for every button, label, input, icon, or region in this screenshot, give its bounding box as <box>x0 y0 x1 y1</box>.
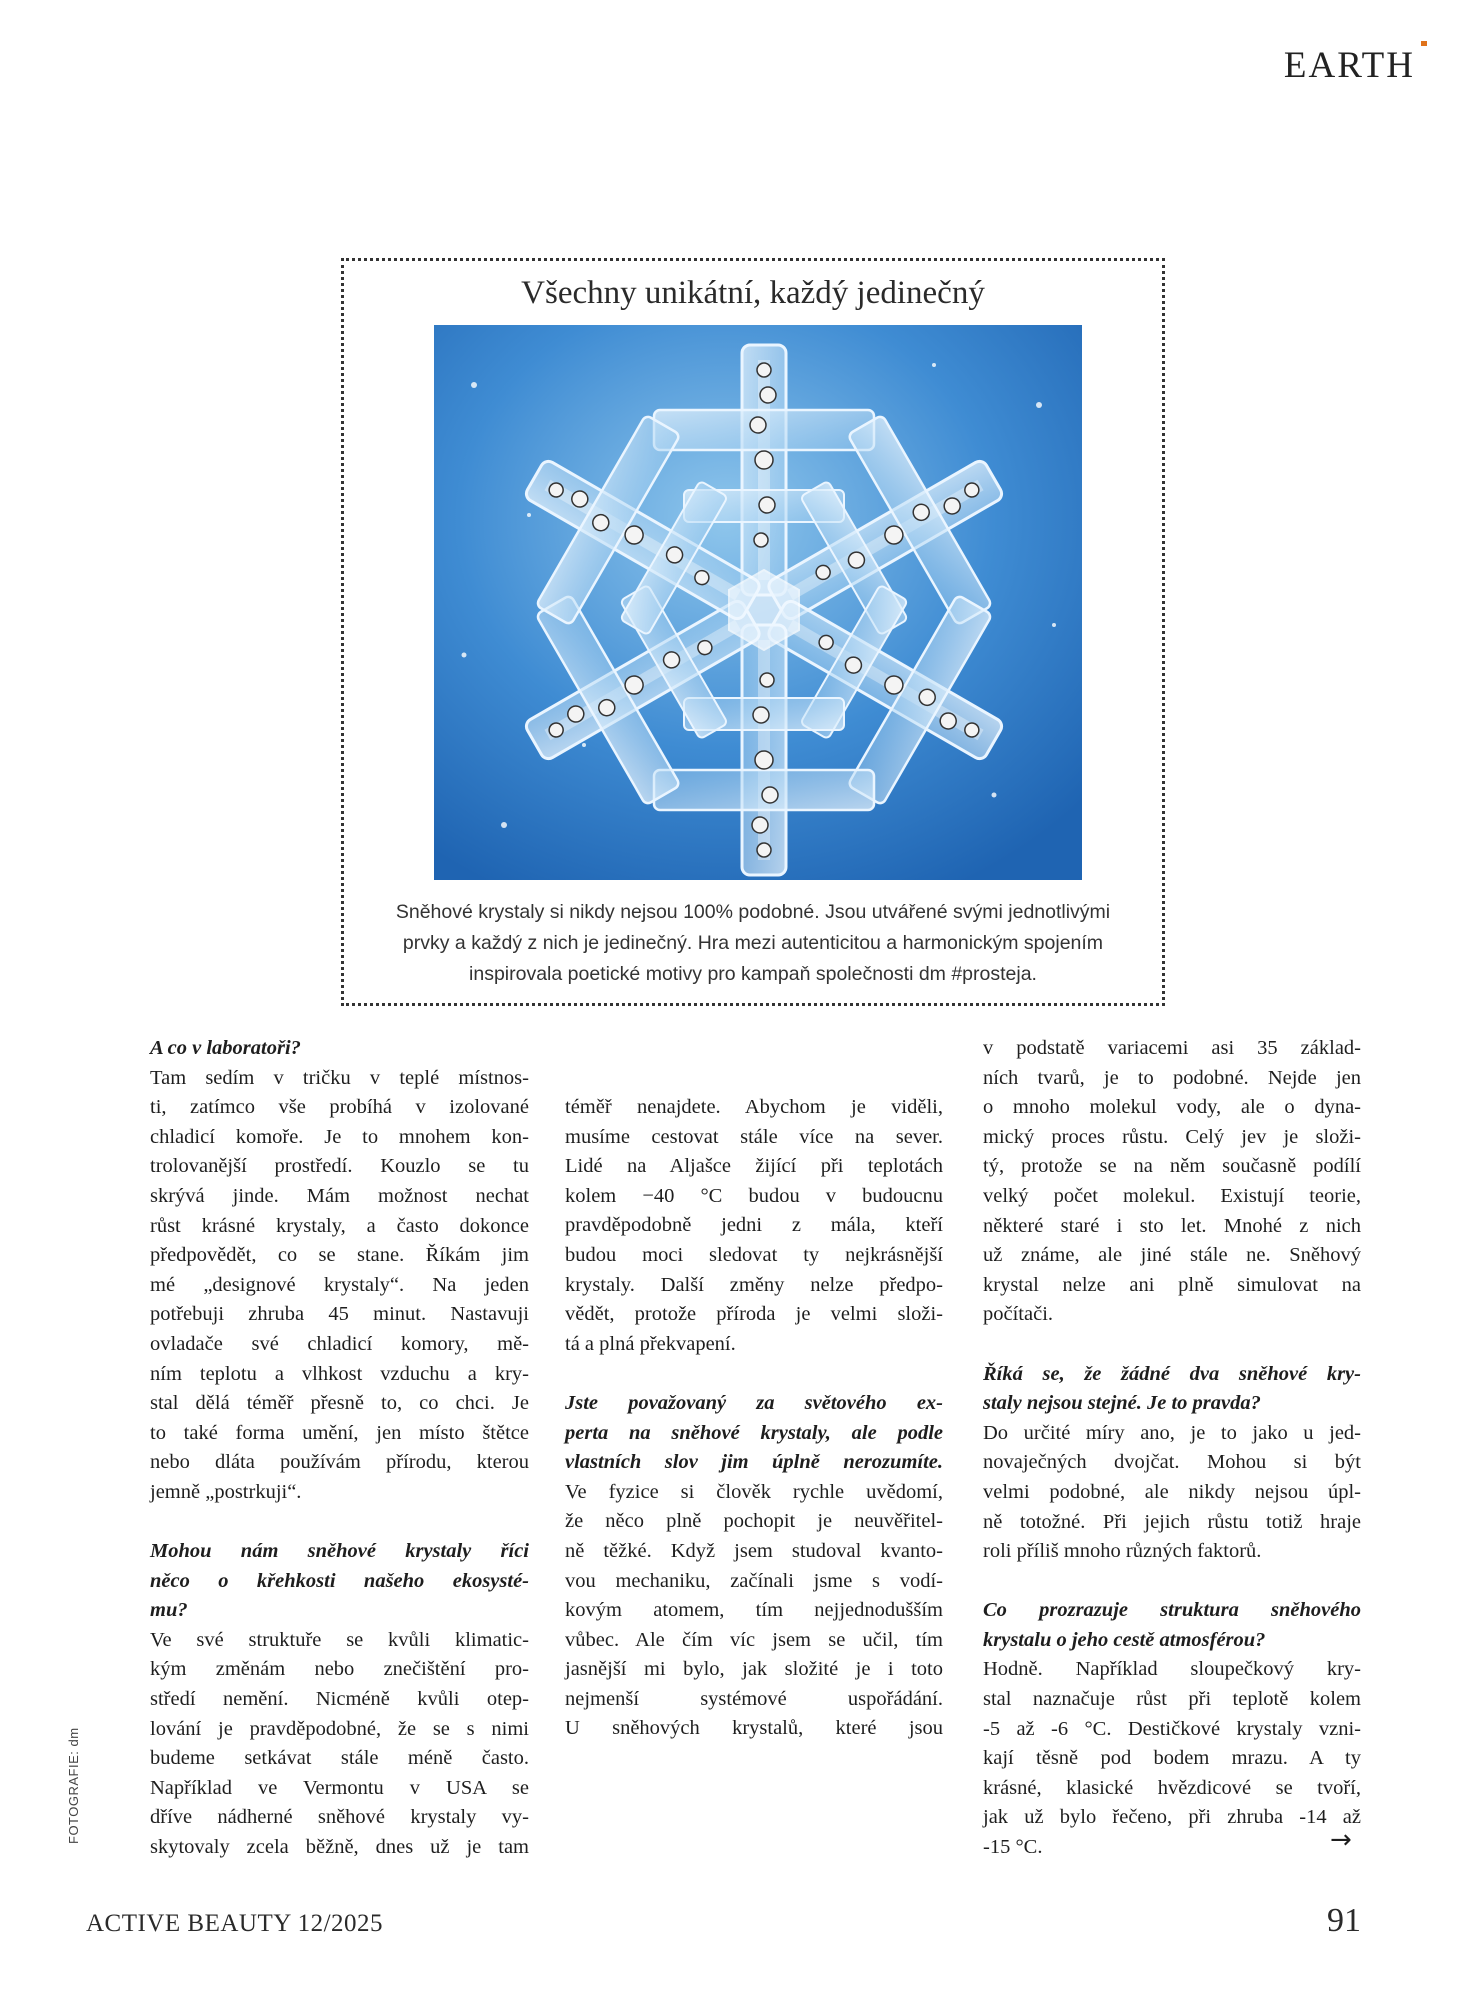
snowflake-photo <box>434 325 1082 880</box>
text-line: růst krásné krystaly, a často dokonce <box>150 1214 529 1237</box>
text-line: vůbec. Ale čím víc jsem se učil, tím <box>565 1628 943 1651</box>
text-line: ních tvarů, je to podobné. Nejde jen <box>983 1066 1361 1089</box>
text-line: Do určité míry ano, je to jako u jed- <box>983 1421 1361 1444</box>
magazine-issue: ACTIVE BEAUTY 12/2025 <box>86 1910 384 1937</box>
text-line: středí nemění. Nicméně kvůli otep- <box>150 1688 529 1711</box>
text-line: potřebuji zhruba 45 minut. Nastavuji <box>150 1303 529 1326</box>
photo-caption <box>362 897 1144 990</box>
question-line: vlastních slov jim úplně nerozumíte. <box>565 1451 943 1474</box>
text-line: jasnější mi bylo, jak složité je i toto <box>565 1658 943 1681</box>
text-line: předpovědět, co se stane. Říkám jim <box>150 1244 529 1267</box>
text-line: kovým atomem, tím nejjednodušším <box>565 1599 943 1622</box>
section-accent-mark <box>1421 41 1427 46</box>
text-line: krystal nelze ani plně simulovat na <box>983 1273 1361 1296</box>
article-column-1 <box>150 1034 529 1863</box>
feature-title: Všechny unikátní, každý jedinečný <box>521 275 985 311</box>
text-line: skytovaly zcela běžně, dnes už je tam <box>150 1836 529 1859</box>
continue-arrow-icon: → <box>1330 1825 1352 1855</box>
text-line: kají těsně pod bodem mrazu. A ty <box>983 1747 1361 1770</box>
text-line: -5 až -6 °C. Destičkové krystaly vzni- <box>983 1717 1361 1740</box>
text-line: mický proces růstu. Celý jev je složi- <box>983 1125 1361 1148</box>
question-line: Co prozrazuje struktura sněhového <box>983 1599 1361 1622</box>
paragraph-gap <box>565 1359 943 1389</box>
text-line: dříve nádherné sněhové krystaly vy- <box>150 1806 529 1829</box>
article-column-2 <box>565 1093 943 1744</box>
text-line: roli příliš mnoho různých faktorů. <box>983 1540 1262 1563</box>
text-line: vědět, protože příroda je velmi složi- <box>565 1303 943 1326</box>
text-line: vou mechaniku, začínali jsme s vodí- <box>565 1569 943 1592</box>
text-line: Hodně. Například sloupečkový kry- <box>983 1658 1361 1681</box>
text-line: tá a plná překvapení. <box>565 1332 736 1355</box>
article-column-3 <box>983 1034 1361 1863</box>
text-line: -15 °C. <box>983 1836 1043 1859</box>
text-line: velký počet molekul. Existují teorie, <box>983 1184 1361 1207</box>
text-line: téměř nenajdete. Abychom je viděli, <box>565 1096 943 1118</box>
text-line: budou moci sledovat ty nejkrásnější <box>565 1243 943 1266</box>
text-line: že něco plně pochopit je neuvěřitel- <box>565 1510 943 1533</box>
question-line: krystalu o jeho cestě atmosférou? <box>983 1628 1266 1651</box>
question-line: mu? <box>150 1599 188 1622</box>
text-line: to také forma umění, jen místo štětce <box>150 1421 529 1444</box>
text-line: U sněhových krystalů, které jsou <box>565 1717 943 1740</box>
feature-box <box>341 258 1165 1006</box>
text-line: budeme setkávat stále méně často. <box>150 1747 529 1770</box>
text-line: počítači. <box>983 1303 1054 1326</box>
text-line: ovladače své chladicí komory, mě- <box>150 1332 529 1355</box>
text-line: ním teplotu a vlhkost vzduchu a kry- <box>150 1362 529 1385</box>
text-line: jak už bylo řečeno, při zhruba -14 až <box>983 1806 1361 1829</box>
question-line: něco o křehkosti našeho ekosysté- <box>150 1569 529 1592</box>
text-line: Tam sedím v tričku v teplé místnos- <box>150 1066 529 1089</box>
text-line: lování je pravděpodobné, že se s nimi <box>150 1717 529 1740</box>
caption-line: inspirovala poetické motivy pro kampaň společnosti dm #prosteja. <box>469 963 1037 985</box>
text-line: trolovanější prostředí. Kouzlo se tu <box>150 1155 529 1178</box>
text-line: Například ve Vermontu v USA se <box>150 1776 529 1799</box>
text-line: ně těžké. Když jsem studoval kvanto- <box>565 1539 943 1562</box>
text-line: krásné, klasické hvězdicové se tvoří, <box>983 1776 1361 1799</box>
text-line: tý, protože se na něm současně podílí <box>983 1155 1361 1178</box>
paragraph-gap <box>150 1508 529 1538</box>
text-line: ti, zatímco vše probíhá v izolované <box>150 1096 529 1119</box>
text-line: novaječných dvojčat. Mohou si být <box>983 1451 1361 1474</box>
text-line: ně totožné. Při jejich růstu totiž hraje <box>983 1510 1361 1533</box>
text-line: stal naznačuje růst při teplotě kolem <box>983 1688 1361 1711</box>
text-line: kolem −40 °C budou v budoucnu <box>565 1184 943 1207</box>
text-line: jemně „postrkuji“. <box>150 1480 302 1503</box>
question-line: A co v laboratoři? <box>150 1037 301 1059</box>
text-line: stal dělá téměř přesně to, co chci. Je <box>150 1392 529 1415</box>
text-line: musíme cestovat stále více na sever. <box>565 1125 943 1148</box>
text-line: velmi podobné, ale nikdy nejsou úpl- <box>983 1480 1361 1503</box>
photo-credit: FOTOGRAFIE: dm <box>66 1727 81 1844</box>
question-line: Jste považovaný za světového ex- <box>565 1391 943 1414</box>
text-line: nejmenší systémové uspořádání. <box>565 1687 943 1710</box>
text-line: kým změnám nebo znečištění pro- <box>150 1658 529 1681</box>
text-line: Ve fyzice si člověk rychle uvědomí, <box>565 1480 943 1503</box>
text-line: v podstatě variacemi asi 35 základ- <box>983 1037 1361 1059</box>
question-line: perta na sněhové krystaly, ale podle <box>565 1421 943 1444</box>
page-number: 91 <box>1327 1902 1361 1939</box>
text-line: Ve své struktuře se kvůli klimatic- <box>150 1628 529 1651</box>
text-line: o mnoho molekul vody, ale o dyna- <box>983 1096 1361 1119</box>
text-line: mé „designové krystaly“. Na jeden <box>150 1273 529 1296</box>
section-label: EARTH <box>1283 45 1415 86</box>
question-line: Říká se, že žádné dva sněhové kry- <box>983 1362 1361 1385</box>
question-line: staly nejsou stejné. Je to pravda? <box>983 1392 1261 1415</box>
paragraph-gap <box>983 1567 1361 1597</box>
caption-line: Sněhové krystaly si nikdy nejsou 100% podobné. Jsou utvářené svými jednotlivými <box>395 901 1111 923</box>
caption-line: prvky a každý z nich je jedinečný. Hra mezi autenticitou a harmonickým spojením <box>402 932 1104 954</box>
text-line: už známe, ale jiné stále ne. Sněhový <box>983 1244 1361 1267</box>
text-line: skrývá jinde. Mám možnost nechat <box>150 1184 529 1207</box>
text-line: krystaly. Další změny nelze předpo- <box>565 1273 943 1296</box>
paragraph-gap <box>983 1330 1361 1360</box>
text-line: Lidé na Aljašce žijící při teplotách <box>565 1155 943 1178</box>
text-line: nebo dláta používám přírodu, kterou <box>150 1451 529 1474</box>
text-line: některé staré i sto let. Mnohé z nich <box>983 1214 1361 1237</box>
text-line: chladicí komoře. Je to mnohem kon- <box>150 1125 529 1148</box>
question-line: Mohou nám sněhové krystaly říci <box>150 1540 529 1563</box>
text-line: pravděpodobně jedni z mála, kteří <box>565 1214 943 1237</box>
